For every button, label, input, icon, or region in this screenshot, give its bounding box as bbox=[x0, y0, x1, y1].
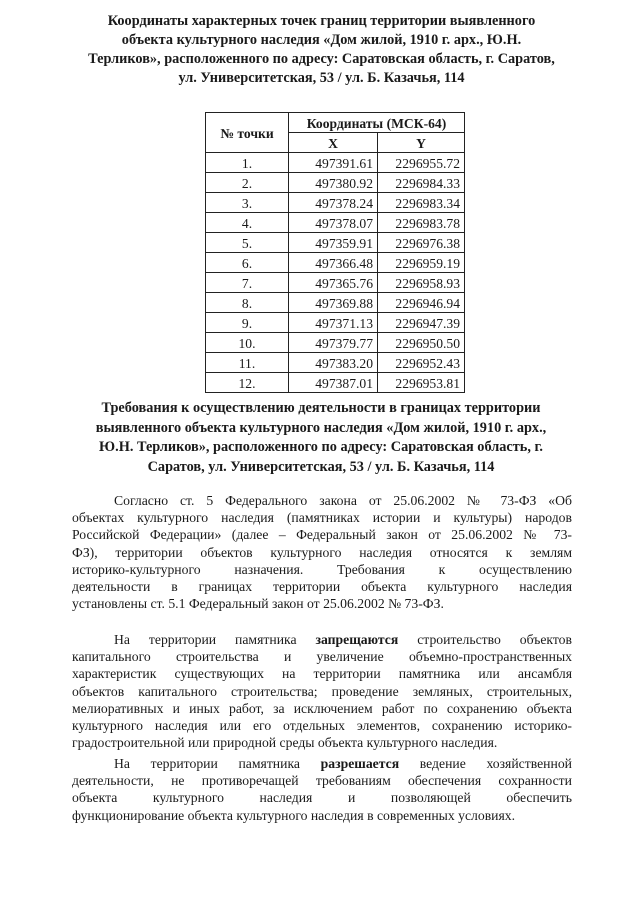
paragraph-line: ФЗ), территории объектов культурного наследия относятся к землям bbox=[72, 544, 572, 560]
y-coordinate-cell: 2296946.94 bbox=[378, 293, 465, 313]
title-line: Ю.Н. Терликов», расположенного по адресу: Саратовская область, г. bbox=[99, 439, 543, 455]
x-coordinate-cell: 497371.13 bbox=[289, 313, 378, 333]
point-number-cell: 6. bbox=[206, 253, 289, 273]
paragraph-line: Согласно ст. 5 Федерального закона от 25.06.2002 № 73-ФЗ «Об bbox=[114, 493, 572, 508]
paragraph-line: капитального строительства и увеличение объемно-пространственных bbox=[72, 649, 572, 665]
point-number-cell: 8. bbox=[206, 293, 289, 313]
y-coordinate-cell: 2296976.38 bbox=[378, 233, 465, 253]
coordinates-title bbox=[64, 12, 579, 88]
prohibitions-paragraph bbox=[72, 631, 572, 751]
paragraph-line: мелиоративных и иных работ, за исключением работ по сохранению объекта bbox=[72, 700, 572, 716]
paragraph-line: функционирование объекта культурного наследия в современных условиях. bbox=[72, 807, 516, 823]
table-row bbox=[206, 293, 465, 313]
title-line: Требования к осуществлению деятельности в границах территории bbox=[101, 400, 541, 416]
point-number-cell: 5. bbox=[206, 233, 289, 253]
permissions-paragraph bbox=[72, 755, 572, 824]
coordinates-table-body bbox=[206, 153, 465, 393]
coordinates-table bbox=[205, 112, 465, 393]
y-coordinate-cell: 2296959.19 bbox=[378, 253, 465, 273]
paragraph-line: объекта культурного наследия и позволяющей обеспечить bbox=[72, 790, 572, 806]
y-coordinate-cell: 2296983.34 bbox=[378, 193, 465, 213]
title-line: выявленного объекта культурного наследия «Дом жилой, 1910 г. арх., bbox=[95, 419, 547, 436]
x-coordinate-cell: 497366.48 bbox=[289, 253, 378, 273]
x-coordinate-cell: 497359.91 bbox=[289, 233, 378, 253]
prohibited-keyword: запрещаются bbox=[315, 632, 399, 647]
table-row bbox=[206, 333, 465, 353]
paragraph-line: градостроительной или природной среды объекта культурного наследия. bbox=[72, 735, 498, 751]
x-coordinate-cell: 497378.24 bbox=[289, 193, 378, 213]
title-line: ул. Университетская, 53 / ул. Б. Казачья, 114 bbox=[178, 70, 465, 86]
permitted-keyword: разрешается bbox=[320, 756, 400, 771]
paragraph-line: установлены ст. 5.1 Федеральный закон от 25.06.2002 № 73-ФЗ. bbox=[72, 596, 444, 612]
point-number-cell: 11. bbox=[206, 353, 289, 373]
text-run: строительство объектов bbox=[398, 632, 572, 647]
x-coordinate-cell: 497369.88 bbox=[289, 293, 378, 313]
title-line: Саратов, ул. Университетская, 53 / ул. Б. Казачья, 114 bbox=[147, 458, 495, 475]
paragraph-line: деятельности, не противоречащей требованиям обеспечения сохранности bbox=[72, 773, 572, 789]
point-number-header: № точки bbox=[206, 113, 289, 153]
requirements-title bbox=[62, 399, 580, 477]
table-row bbox=[206, 353, 465, 373]
paragraph-line: культурного наследия или его отдельных элементов, сохранению историко- bbox=[72, 718, 572, 734]
point-number-cell: 10. bbox=[206, 333, 289, 353]
point-number-cell: 4. bbox=[206, 213, 289, 233]
table-row bbox=[206, 373, 465, 393]
title-line: объекта культурного наследия «Дом жилой, 1910 г. арх., Ю.Н. bbox=[121, 32, 522, 48]
y-coordinate-cell: 2296950.50 bbox=[378, 333, 465, 353]
x-coordinate-cell: 497365.76 bbox=[289, 273, 378, 293]
y-coordinate-cell: 2296983.78 bbox=[378, 213, 465, 233]
point-number-cell: 9. bbox=[206, 313, 289, 333]
text-run: На территории памятника bbox=[114, 632, 316, 647]
paragraph-line: объектах культурного наследия (памятниках истории и культуры) народов bbox=[72, 510, 572, 526]
table-row bbox=[206, 313, 465, 333]
paragraph-line bbox=[72, 755, 572, 772]
x-coordinate-cell: 497383.20 bbox=[289, 353, 378, 373]
paragraph-line: деятельности в границах территории объекта культурного наследия bbox=[72, 579, 572, 595]
point-number-cell: 12. bbox=[206, 373, 289, 393]
y-header: Y bbox=[378, 133, 465, 153]
table-row bbox=[206, 193, 465, 213]
x-coordinate-cell: 497380.92 bbox=[289, 173, 378, 193]
y-coordinate-cell: 2296958.93 bbox=[378, 273, 465, 293]
table-row bbox=[206, 273, 465, 293]
table-row bbox=[206, 253, 465, 273]
point-number-cell: 7. bbox=[206, 273, 289, 293]
y-coordinate-cell: 2296947.39 bbox=[378, 313, 465, 333]
title-line: Координаты характерных точек границ территории выявленного bbox=[107, 13, 536, 29]
x-coordinate-cell: 497379.77 bbox=[289, 333, 378, 353]
paragraph-line: характеристик существующих на территории памятника или ансамбля bbox=[72, 666, 572, 682]
text-run: На территории памятника bbox=[114, 756, 321, 771]
table-row bbox=[206, 153, 465, 173]
law-reference-paragraph bbox=[72, 492, 572, 612]
table-row bbox=[206, 173, 465, 193]
y-coordinate-cell: 2296953.81 bbox=[378, 373, 465, 393]
x-coordinate-cell: 497387.01 bbox=[289, 373, 378, 393]
title-line: Терликов», расположенного по адресу: Саратовская область, г. Саратов, bbox=[88, 51, 555, 67]
point-number-cell: 2. bbox=[206, 173, 289, 193]
x-header: X bbox=[289, 133, 378, 153]
table-row bbox=[206, 213, 465, 233]
point-number-cell: 3. bbox=[206, 193, 289, 213]
x-coordinate-cell: 497391.61 bbox=[289, 153, 378, 173]
text-run: ведение хозяйственной bbox=[399, 756, 572, 771]
paragraph-line: историко-культурного назначения. Требования к осуществлению bbox=[72, 561, 572, 577]
paragraph-line bbox=[72, 631, 572, 648]
paragraph-line: объектов капитального строительства; проведение земляных, строительных, bbox=[72, 683, 572, 699]
point-number-cell: 1. bbox=[206, 153, 289, 173]
coordinates-header: Координаты (МСК-64) bbox=[289, 113, 465, 133]
y-coordinate-cell: 2296952.43 bbox=[378, 353, 465, 373]
y-coordinate-cell: 2296955.72 bbox=[378, 153, 465, 173]
y-coordinate-cell: 2296984.33 bbox=[378, 173, 465, 193]
x-coordinate-cell: 497378.07 bbox=[289, 213, 378, 233]
table-row bbox=[206, 233, 465, 253]
paragraph-line: Российской Федерации» (далее – Федеральный закон от 25.06.2002 № 73- bbox=[72, 527, 572, 543]
